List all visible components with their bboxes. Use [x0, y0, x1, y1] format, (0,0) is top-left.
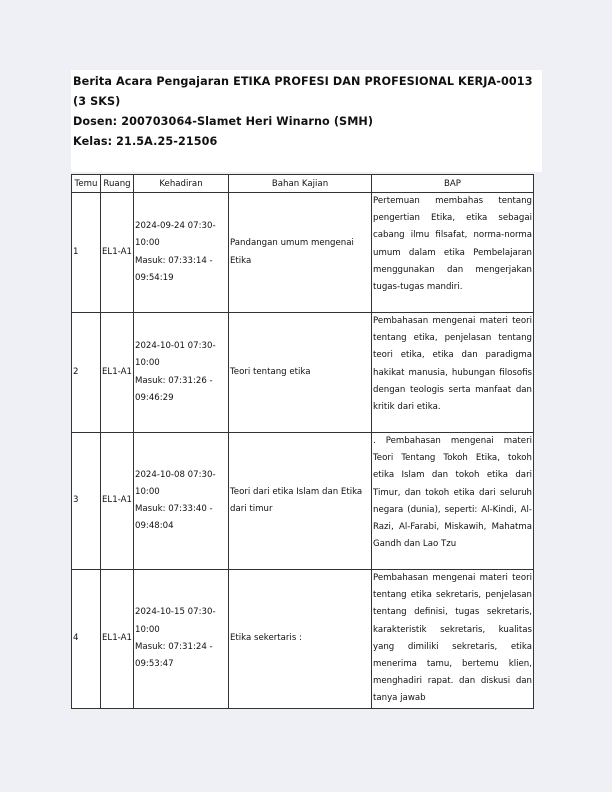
cell-temu: 1 — [72, 193, 101, 313]
cell-bap: Pembahasan mengenai materi teori tentang etika sekretaris, penjelasan tentang definisi, tugas sekretaris, karakteristik sekretaris, kualitas yang dimiliki sekretaris, etika menerima tamu, bertemu klien, menghadiri rapat. dan diskusi dan tanya jawab — [372, 570, 534, 709]
cell-bahan-kajian: Etika sekertaris : — [229, 570, 372, 709]
check-in-time: Masuk: 07:33:14 - 09:54:19 — [135, 255, 213, 283]
column-header-ruang: Ruang — [101, 175, 134, 193]
table-row — [72, 570, 534, 709]
cell-bahan-kajian: Teori tentang etika — [229, 313, 372, 433]
course-title: Berita Acara Pengajaran ETIKA PROFESI DAN PROFESIONAL KERJA-0013 — [73, 75, 533, 88]
course-credits: (3 SKS) — [73, 95, 121, 108]
cell-ruang: EL1-A1 — [101, 570, 134, 709]
cell-ruang: EL1-A1 — [101, 313, 134, 433]
cell-kehadiran — [134, 313, 229, 433]
scheduled-time: 2024-10-08 07:30-10:00 — [135, 469, 216, 497]
cell-bap: Pembahasan mengenai materi teori tentang etika, penjelasan tentang teori etika, etika dan paradigma hakikat manusia, hubungan filosofis dengan teologis serta manfaat dan kritik dari etika. — [372, 313, 534, 433]
scheduled-time: 2024-10-15 07:30-10:00 — [135, 607, 216, 635]
class-info: Kelas: 21.5A.25-21506 — [73, 135, 218, 148]
cell-kehadiran — [134, 570, 229, 709]
cell-ruang: EL1-A1 — [101, 193, 134, 313]
column-header-temu: Temu — [72, 175, 101, 193]
document-header — [71, 70, 542, 172]
table-row — [72, 313, 534, 433]
cell-temu: 2 — [72, 313, 101, 433]
table-row — [72, 193, 534, 313]
scheduled-time: 2024-10-01 07:30-10:00 — [135, 341, 216, 369]
column-header-kehadiran: Kehadiran — [134, 175, 229, 193]
cell-temu: 3 — [72, 433, 101, 570]
cell-kehadiran — [134, 193, 229, 313]
cell-kehadiran — [134, 433, 229, 570]
table-row — [72, 433, 534, 570]
teaching-record-table — [71, 174, 534, 709]
check-in-time: Masuk: 07:31:26 - 09:46:29 — [135, 375, 213, 403]
check-in-time: Masuk: 07:33:40 - 09:48:04 — [135, 504, 213, 532]
cell-temu: 4 — [72, 570, 101, 709]
cell-bap: Pertemuan membahas tentang pengertian Etika, etika sebagai cabang ilmu filsafat, norma-norma umum dalam etika Pembelajaran menggunakan dan mengerjakan tugas-tugas mandiri. — [372, 193, 534, 313]
scheduled-time: 2024-09-24 07:30-10:00 — [135, 221, 216, 249]
lecturer-info: Dosen: 200703064-Slamet Heri Winarno (SMH) — [73, 115, 374, 128]
column-header-bahan-kajian: Bahan Kajian — [229, 175, 372, 193]
column-header-bap: BAP — [372, 175, 534, 193]
check-in-time: Masuk: 07:31:24 - 09:53:47 — [135, 641, 213, 670]
cell-bahan-kajian: Pandangan umum mengenai Etika — [229, 193, 372, 313]
cell-bahan-kajian: Teori dari etika Islam dan Etika dari timur — [229, 433, 372, 570]
table-header-row — [72, 175, 534, 193]
cell-ruang: EL1-A1 — [101, 433, 134, 570]
cell-bap: . Pembahasan mengenai materi Teori Tentang Tokoh Etika, tokoh etika Islam dan tokoh etika dari Timur, dan tokoh etika dari seluruh negara (dunia), seperti: Al-Kindi, Al-Razi, Al-Farabi, Miskawih, Mahatma Gandh dan Lao Tzu — [372, 433, 534, 570]
